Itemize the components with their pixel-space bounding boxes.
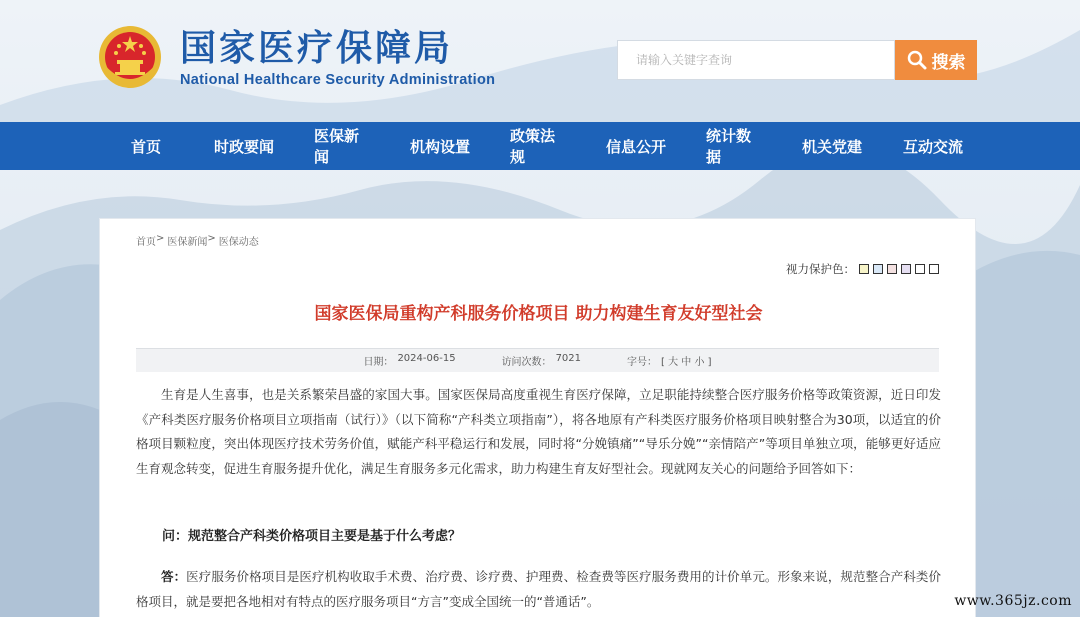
nav-item-disclosure[interactable]: 信息公开 xyxy=(605,137,666,156)
site-title[interactable]: 国家医疗保障局 xyxy=(180,27,454,69)
national-emblem-icon xyxy=(97,24,163,90)
breadcrumb-home[interactable]: 首页 xyxy=(136,237,156,248)
nav-item-politics[interactable]: 时政要闻 xyxy=(213,137,274,156)
nav-item-home[interactable]: 首页 xyxy=(130,137,161,156)
nav-item-party[interactable]: 机关党建 xyxy=(801,137,862,156)
date-label: 日期： xyxy=(363,357,394,368)
answer-label: 答： xyxy=(161,569,187,584)
color-swatch-yellow[interactable] xyxy=(859,264,869,274)
article-answer xyxy=(136,565,941,614)
breadcrumb-separator: > xyxy=(156,233,165,244)
article-question: 问：规范整合产科类价格项目主要是基于什么考虑？ xyxy=(162,529,462,544)
nav-item-policy[interactable]: 政策法规 xyxy=(510,127,556,166)
breadcrumb-separator: > xyxy=(207,233,216,244)
search-button[interactable] xyxy=(895,40,977,80)
font-size-options[interactable]: [ 大 中 小 ] xyxy=(661,357,712,368)
article-intro: 生育是人生喜事，也是关系繁荣昌盛的家国大事。国家医保局高度重视生育医疗保障，立足职能持续整合医疗服务价格等政策资源，近日印发《产科类医疗服务价格项目立项指南（试行）》（以下简称“产科类立项指南”），将各地原有产科类医疗服务价格项目映射整合为30项，以适宜的价格项目颗粒度，突出体现医疗技术劳务价值，赋能产科平稳运行和发展，同时将“分娩镇痛”“导乐分娩”“亲情陪产”等项目单独立项，能够更好适应生育观念转变，促进生育服务提升优化，满足生育服务多元化需求，助力构建生育友好型社会。现就网友关心的问题给予回答如下： xyxy=(136,387,941,476)
vision-protection-label: 视力保护色： xyxy=(786,262,855,276)
search-input[interactable] xyxy=(617,40,895,80)
article-meta xyxy=(136,348,939,372)
breadcrumb xyxy=(136,233,259,248)
nav-item-organization[interactable]: 机构设置 xyxy=(409,137,470,156)
main-nav xyxy=(0,122,1080,170)
vision-protection-colors xyxy=(786,261,939,277)
color-swatch-default[interactable] xyxy=(929,264,939,274)
article-title: 国家医保局重构产科服务价格项目 助力构建生育友好型社会 xyxy=(314,304,763,324)
search-button-label: 搜索 xyxy=(931,52,966,73)
search-icon xyxy=(907,50,927,70)
breadcrumb-dynamics[interactable]: 医保动态 xyxy=(218,237,259,248)
visits-value: 7021 xyxy=(555,353,582,364)
answer-text: 医疗服务价格项目是医疗机构收取手术费、治疗费、诊疗费、护理费、检查费等医疗服务费用的计价单元。形象来说，规范整合产科类价格项目，就是要把各地相对有特点的医疗服务项目“方言”变成全国统一的“普通话”。 xyxy=(136,569,941,609)
font-size-label: 字号： xyxy=(627,357,658,368)
watermark: www.365jz.com xyxy=(954,593,1072,609)
nav-item-news[interactable]: 医保新闻 xyxy=(314,127,360,166)
nav-item-statistics[interactable]: 统计数据 xyxy=(706,127,752,166)
breadcrumb-news[interactable]: 医保新闻 xyxy=(167,237,208,248)
color-swatch-white[interactable] xyxy=(915,264,925,274)
date-value: 2024-06-15 xyxy=(397,353,456,364)
color-swatch-pink[interactable] xyxy=(887,264,897,274)
color-swatch-blue[interactable] xyxy=(873,264,883,274)
site-subtitle: National Healthcare Security Administration xyxy=(180,72,496,88)
site-header xyxy=(0,0,1080,122)
visits-label: 访问次数： xyxy=(501,357,552,368)
color-swatch-purple[interactable] xyxy=(901,264,911,274)
nav-item-interaction[interactable]: 互动交流 xyxy=(902,137,963,156)
article-card xyxy=(99,218,976,617)
